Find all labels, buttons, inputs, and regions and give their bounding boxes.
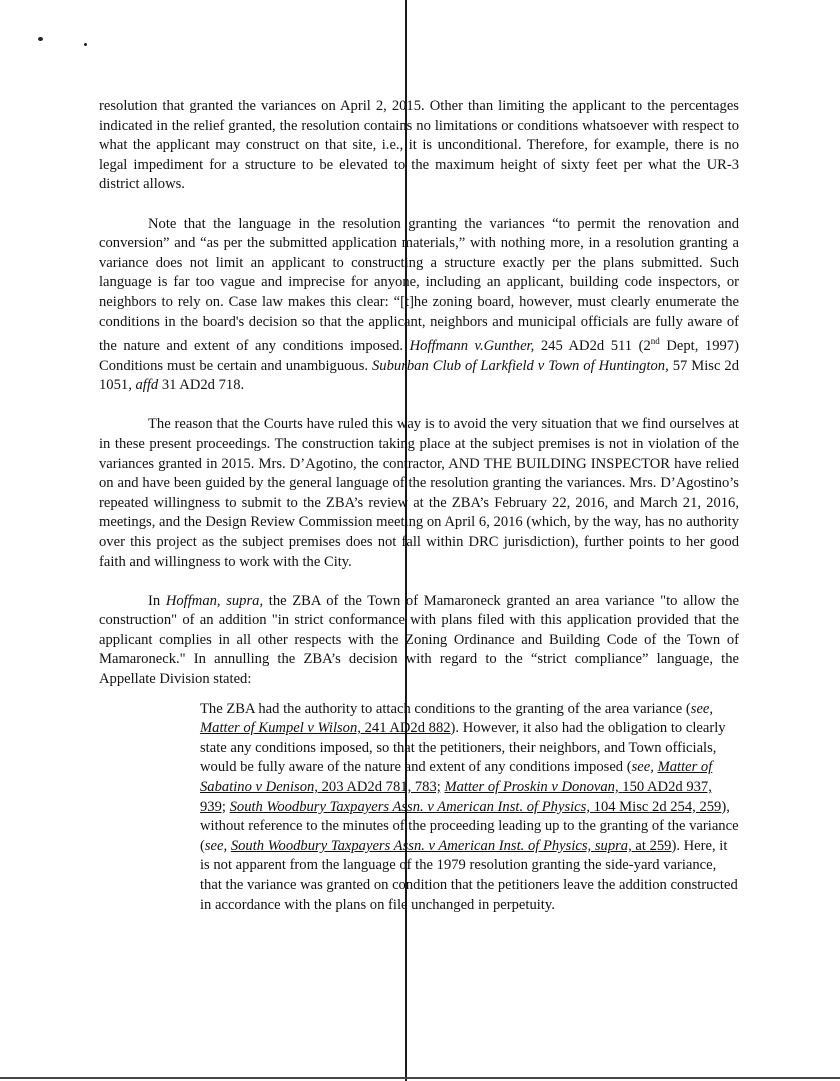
paragraph-text: 57 Misc 2d 1051,	[99, 357, 739, 394]
case-citation: South Woodbury Taxpayers Assn. v American Inst. of Physics, supra,	[230, 837, 632, 854]
case-citation: Hoffmann v.Gunther,	[409, 337, 535, 354]
case-citation: Matter of Proskin v Donovan,	[444, 779, 619, 796]
document-body	[99, 97, 739, 915]
case-citation: affd	[135, 377, 159, 394]
paragraph-text: the ZBA of the Town of Mamaroneck granted an area variance "to allow the construction" of an addition "in strict conformance with plans filed with this application provided that the applicant complies in all other respects with the Zoning Ordinance and Building Code of the Town of Mamaroneck." In annulling the ZBA’s decision with regard to the “strict compliance” language, the Appellate Division stated:	[99, 592, 740, 688]
block-quote	[200, 700, 739, 916]
paragraph-text: 245 AD2d 511 (2	[540, 337, 651, 354]
paragraph-reason	[99, 415, 739, 572]
scan-speck	[84, 43, 87, 46]
paragraph-text: In	[148, 592, 161, 609]
case-citation: Suburban Club of Larkfield v Town of Huntington,	[372, 357, 669, 374]
paragraph-text: The reason that the Courts have ruled this way is to avoid the very situation that we find ourselves at in these present proceedings. The construction taking place at the subject premises is not in violation of the variances granted in 2015. Mrs. D’Agotino, the contractor, AND THE BUILDING INSPECTOR have relied on and have been guided by the general language of the resolution granting the variances. Mrs. D’Agostino’s repeated willingness to submit to the ZBA’s review at the ZBA’s February 22, 2016, and March 21, 2016, meetings, and the Design Review Commission meeting on April 6, 2016 (which, by the way, has no authority over this project as the subject premises does not fall within DRC jurisdiction), further points to her good faith and willingness to work with the City.	[99, 416, 739, 570]
case-citation: Matter of Kumpel v Wilson,	[200, 720, 361, 737]
paragraph-text: Dept, 1997) Conditions must be certain and unambiguous.	[99, 337, 739, 374]
quote-text: The ZBA had the authority to attach conditions to the granting of the area variance (	[200, 700, 691, 717]
signal-see: see,	[690, 700, 714, 717]
citation-reference: 150 AD2d 937, 939;	[200, 779, 712, 815]
quote-text: ). However, it also had the obligation to clearly state any conditions imposed, so that the petitioners, their neighbors, and Town officials, would be fully aware of the nature and extent of any conditions imposed (	[200, 720, 726, 776]
ordinal-superscript: nd	[650, 336, 660, 347]
citation-reference: at 259	[635, 837, 672, 854]
paragraph-text: 31 AD2d 718.	[161, 377, 245, 394]
scan-speck	[38, 37, 43, 41]
paragraph-text: resolution that granted the variances on April 2, 2015. Other than limiting the applicant to the percentages indicated in the relief granted, the resolution contains no limitations or conditions whatsoever with respect to what the applicant may construct on that site, i.e., it is unconditional. Therefore, for example, there is no legal impediment for a structure to be elevated to the maximum height of sixty feet per what the UR-3 district allows.	[99, 98, 739, 193]
citation-reference: 104 Misc 2d 254, 259	[593, 798, 722, 815]
signal-see: see,	[631, 759, 654, 776]
quote-text: ), without reference to the minutes of the proceeding leading up to the granting of the variance (	[200, 798, 739, 854]
citation-reference: 241 AD2d 882	[364, 720, 451, 737]
signal-see: see,	[204, 837, 228, 854]
paragraph-language	[99, 215, 739, 396]
case-citation: South Woodbury Taxpayers Assn. v American Inst. of Physics,	[229, 798, 590, 815]
page-bottom-edge	[0, 1077, 840, 1079]
paragraph-text: Note that the language in the resolution granting the variances “to permit the renovation and conversion” and “as per the submitted application materials,” with nothing more, in a resolution granting a variance does not limit an applicant to constructing a structure exactly per the plans submitted. Such language is far too vague and imprecise for anyone, including an applicant, building code inspectors, or neighbors to rely on. Case law makes this clear: “[t]he zoning board, however, must clearly enumerate the conditions in the board's decision so that the applicant, neighbors and municipal officials are fully aware of the nature and extent of any conditions imposed.	[99, 215, 739, 354]
quote-text: ). Here, it is not apparent from the language of the 1979 resolution granting the side-yard variance, that the variance was granted on condition that the petitioners leave the addition constructed in accordance with the plans on file unchanged in perpetuity.	[200, 837, 738, 913]
paragraph-hoffman	[99, 592, 739, 690]
paragraph-resolution	[99, 97, 739, 195]
citation-reference: 203 AD2d 781, 783;	[321, 779, 441, 796]
case-citation: Hoffman, supra,	[165, 592, 264, 609]
case-citation: Matter of Sabatino v Denison,	[200, 759, 713, 796]
